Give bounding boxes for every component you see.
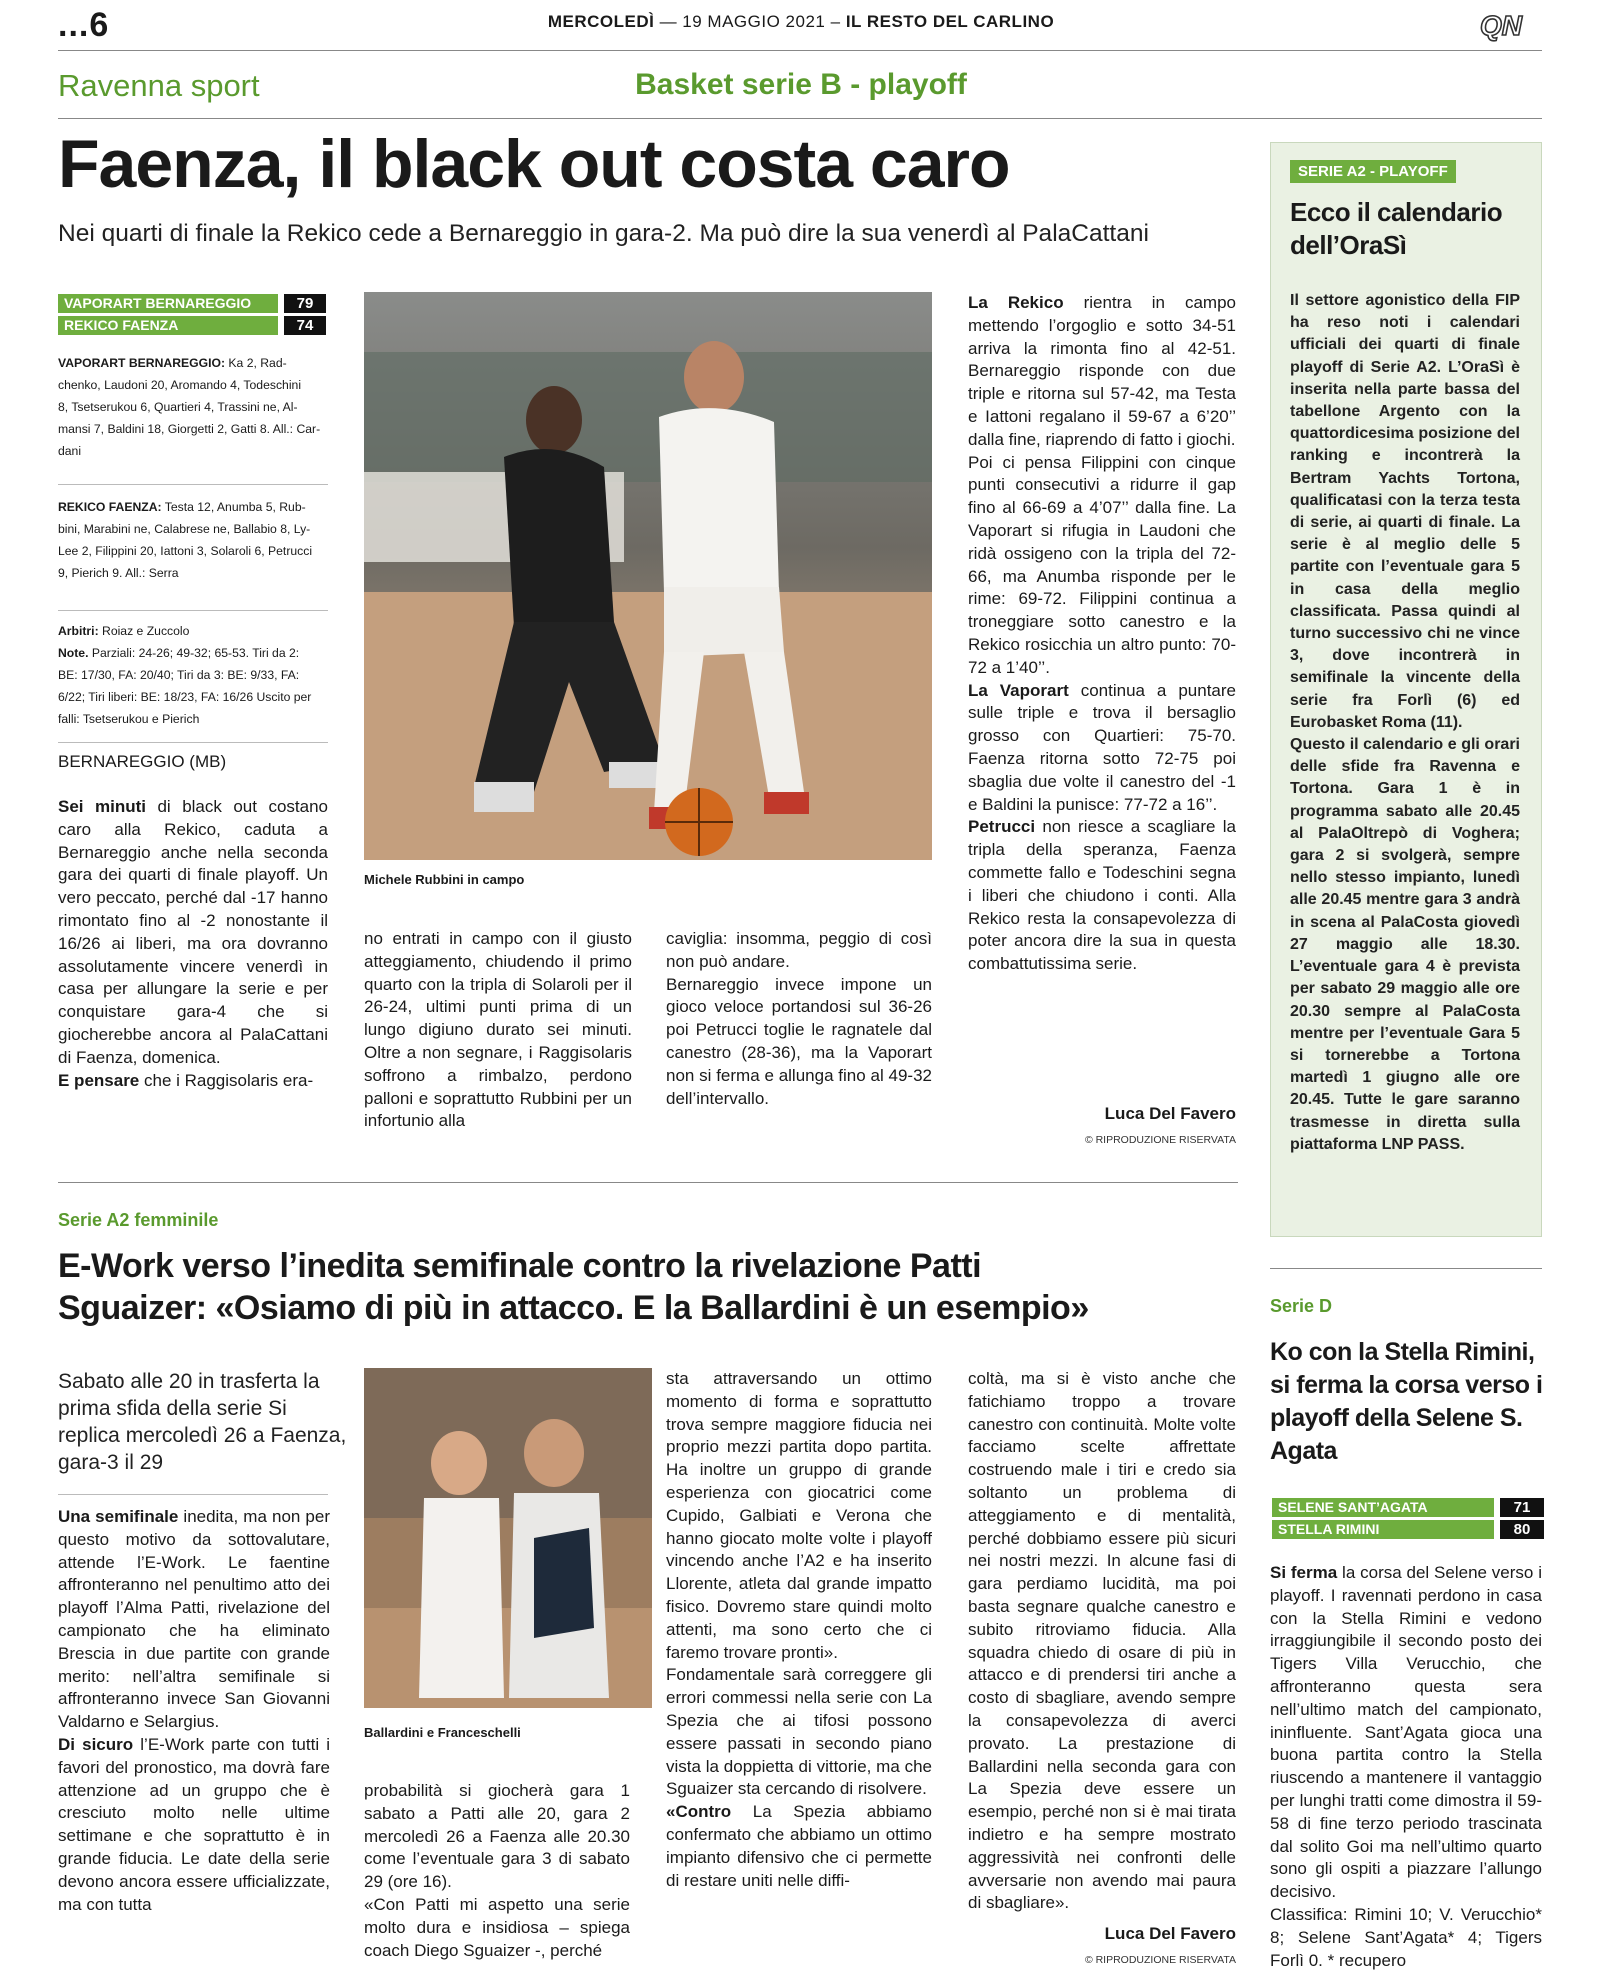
- main-col-1: Sei minuti di black out costano caro alla Rekico, caduta a Bernareggio anche nella seconda gara dei quarti di finale playoff. Un vero peccato, perché dal -17 hanno rimontato fino al -2 nonostante il 16/26 ai liberi, ma ora dovranno assolutamente vincere venerdì in casa per allungare la serie e per conquistare gara-4 che si giocherebbe ancora al PalaCattani di Faenza, domenica. E pensare che i Raggisolaris era-: [58, 797, 329, 1090]
- dash: –: [830, 12, 841, 31]
- tabellino-notes: Arbitri: Roiaz e Zuccolo Note. Parziali: 24-26; 49-32; 65-53. Tiri da 2: BE: 17/30, FA: 20/40; Tiri da 3: BE: 9/33, FA: 6/22; Tiri liberi: BE: 18/23, FA: 16/26 Uscito per falli: Tsetserukou e Pierich: [58, 624, 312, 726]
- seried-kicker: Serie D: [1270, 1296, 1333, 1316]
- dash: —: [659, 12, 678, 31]
- qn-logo-text: QN: [1480, 10, 1522, 41]
- sidebar-headline: Ecco il calendario dell’OraSì: [1290, 197, 1503, 260]
- basketball-photo-icon: [364, 292, 932, 860]
- tab-divider: [58, 742, 328, 743]
- tab-divider: [58, 484, 328, 485]
- rights-note: © RIPRODUZIONE RISERVATA: [1084, 1134, 1236, 1146]
- rights-note: © RIPRODUZIONE RISERVATA: [1084, 1954, 1236, 1966]
- section-rule: [58, 118, 1542, 119]
- team-name: STELLA RIMINI: [1272, 1520, 1494, 1539]
- photo-caption: Ballardini e Franceschelli: [364, 1725, 521, 1740]
- team-score: 80: [1500, 1520, 1544, 1539]
- sidebar-tag: SERIE A2 - PLAYOFF: [1290, 160, 1456, 183]
- score-row: [58, 316, 326, 335]
- score-row: [1272, 1520, 1544, 1539]
- team-score: 71: [1500, 1498, 1544, 1517]
- main-headline: Faenza, il black out costa caro: [58, 126, 1010, 202]
- seried-body: Si ferma la corsa del Selene verso i playoff. I ravennati perdono in casa con la Stella Rimini e vedono irraggiungibile il secondo posto dei Tigers Villa Verucchio, che affronteranno questa sera nell’ultimo match del campionato, ininfluente. Sant’Agata gioca una buona partita contro la Stella riuscendo a mantenere il vantaggio per lunghi tratti come dimostra il 59-58 di fine terzo periodo trascinata dal solito Goi ma nell’ultimo quarto sono gli ospiti a piazzare l’allungo decisivo. Classifica: Rimini 10; V. Verucchio* 8; Selene Sant’Agata* 4; Tigers Forlì 0. * recupero: [1270, 1563, 1542, 1970]
- tabellino-home: VAPORART BERNAREGGIO: Ka 2, Rad- chenko, Laudoni 20, Aromando 4, Todeschini 8, Tsetserukou 6, Quartieri 4, Trassini ne, Al- mansi 7, Baldini 18, Giorgetti 2, Gatti 8. All.: Car- dani: [58, 356, 321, 458]
- women-col-4: coltà, ma si è visto anche che fatichiamo troppo a trovare canestro con continuità. Molte volte facciamo scelte affrettate costruendo male i tiri e credo sia soltanto un problema di atteggiamento e di mentalità, perché dobbiamo essere più sicuri nei nostri mezzi. In alcune fasi di gara perdiamo lucidità, ma poi basta segnare qualche canestro e subito ritroviamo fiducia. Alla squadra chiedo di osare di più in attacco e di prendersi tiri anche a costo di sbagliare, avendo sempre la consapevolezza di averci provato. La prestazione di Ballardini nella seconda gara con La Spezia deve essere un esempio, perché non si è mai tirata indietro e ha sempre mostrato aggressività nei confronti delle avversarie non avendo mai paura di sbagliare».: [968, 1369, 1236, 1913]
- women-col-2: probabilità si giocherà gara 1 sabato a Patti alle 20, gara 2 mercoledì 26 a Faenza alle 20.30 come l’eventuale gara 3 di sabato 29 (ore 16). «Con Patti mi aspetto una serie molto dura e insidiosa – spiega coach Diego Sguaizer -, perché: [364, 1781, 630, 1960]
- main-col-3: caviglia: insomma, peggio di così non può andare. Bernareggio invece impone un gioco veloce portandosi sul 36-26 poi Petrucci toglie le ragnatele dal canestro (28-36), ma la Vaporart non si ferma e allunga fino al 49-32 dell’intervallo.: [666, 929, 932, 1108]
- score-row: [1272, 1498, 1544, 1517]
- team-score: 79: [284, 294, 326, 313]
- byline: Luca Del Favero: [1104, 1924, 1236, 1943]
- women-kicker: Serie A2 femminile: [58, 1210, 219, 1230]
- women-headline: E-Work verso l’inedita semifinale contro la rivelazione Patti Sguaizer: «Osiamo di più in attacco. E la Ballardini è un esempio»: [58, 1247, 1089, 1327]
- weekday: MERCOLEDÌ: [547, 12, 655, 31]
- women-col-3: sta attraversando un ottimo momento di forma e soprattutto trova sempre maggiore fiducia nei proprio mezzi partita dopo partita. Ha inoltre un gruppo di grande esperienza con giocatrici come Cupido, Galbiati e Verona che hanno giocato molte volte i playoff vincendo anche l’A2 e ha inserito Llorente, atleta dal grande impatto fisico. Dovremo stare quindi molto attenti, ma sono certo che ci faremo trovare pronti». Fondamentale sarà correggere gli errori commessi nella serie con La Spezia che ai tifosi possono essere passati in secondo piano vista la doppietta di vittorie, ma che Sguaizer sta cercando di risolvere. «Contro La Spezia abbiamo confermato che abbiamo un ottimo impianto difensivo che ci permette di restare uniti nelle diffi-: [666, 1369, 932, 1890]
- qn-logo-icon: [1478, 8, 1542, 42]
- seried-rule: [1270, 1268, 1542, 1269]
- women-summary: Sabato alle 20 in trasferta la prima sfida della serie Si replica mercoledì 26 a Faenza, gara-3 il 29: [58, 1370, 347, 1474]
- date: 19 MAGGIO 2021: [682, 12, 826, 31]
- sidebar-body: Il settore agonistico della FIP ha reso noti i calendari ufficiali dei quarti di finale playoff di Serie A2. L’OraSì è inserita nella parte bassa del tabellone Argento con la quattordicesima posizione del ranking e incontrerà la Bertram Yachts Tortona, qualificatasi con la terza testa di serie, ai quarti di finale. La serie è al meglio delle 5 partite con l’eventuale gara 5 in casa della meglio classificata. Passa quindi al turno successivo chi ne vince 3, dove incontrerà in semifinale la vincente della serie fra Forlì (6) ed Eurobasket Roma (11). Questo il calendario e gli orari delle sfide fra Ravenna e Tortona. Gara 1 è in programma sabato alle 20.45 al PalaOltrepò di Voghera; gara 2 si svolgerà, sempre nello stesso impianto, lunedì alle 20.45 mentre gara 3 andrà in scena al PalaCosta giovedì 27 maggio alle 18.30. L’eventuale gara 4 è prevista per sabato 29 maggio alle ore 20.30 sempre al PalaCosta mentre per l’eventuale Gara 5 si tornerebbe a Tortona martedì 1 giugno alle ore 20.45. Tutte le gare saranno trasmesse in diretta sulla piattaforma LNP PASS.: [1290, 292, 1520, 1153]
- score-row: [58, 294, 326, 313]
- main-subhead: Nei quarti di finale la Rekico cede a Bernareggio in gara-2. Ma può dire la sua venerdì al PalaCattani: [58, 220, 1149, 247]
- dateline-location: BERNAREGGIO (MB): [58, 752, 227, 771]
- players-photo-icon: [364, 1368, 652, 1708]
- main-col-2: no entrati in campo con il giusto atteggiamento, chiudendo il primo quarto con la tripla di Solaroli per il 26-24, ultimi punti prima di un lungo digiuno durato sei minuti. Oltre a non segnare, i Raggisolaris soffrono a rimbalzo, perdono palloni e soprattutto Rubbini per un infortunio alla: [364, 929, 632, 1131]
- tabellino-away: REKICO FAENZA: Testa 12, Anumba 5, Rub- bini, Marabini ne, Calabrese ne, Ballabio 8, Ly- Lee 2, Filippini 20, Iattoni 3, Solaroli 6, Petrucci 9, Pierich 9. All.: Serra: [58, 500, 313, 580]
- women-col-1: Una semifinale inedita, ma non per questo motivo da sottovalutare, attende l’E-Work. Le faentine affronteranno nel penultimo atto dei playoff l’Alma Patti, rivelazione del campionato che ha eliminato Brescia in due partite con grande merito: nell’altra semifinale si affronteranno invece San Giovanni Valdarno e Selargius. Di sicuro l’E-Work parte con tutti i favori del pronostico, ma dovrà fare attenzione ad un gruppo che è cresciuto molto nelle ultime settimane e che soprattutto è in grande fiducia. Le date della serie devono ancora essere ufficializzate, ma con tutta: [58, 1507, 330, 1914]
- section-label: Ravenna sport: [58, 68, 260, 103]
- paper-name: IL RESTO DEL CARLINO: [845, 12, 1055, 31]
- page-number: ...6: [58, 6, 110, 44]
- summary-rule: [58, 1494, 328, 1495]
- photo-caption: Michele Rubbini in campo: [364, 872, 525, 887]
- tab-divider: [58, 610, 328, 611]
- team-name: SELENE SANT’AGATA: [1272, 1498, 1494, 1517]
- article-rule: [58, 1182, 1238, 1183]
- page-kicker: Basket serie B - playoff: [635, 68, 967, 101]
- seried-headline: Ko con la Stella Rimini, si ferma la corsa verso i playoff della Selene S. Agata: [1270, 1338, 1543, 1465]
- dateline: [0, 12, 1602, 32]
- photo-rubbini: [364, 292, 932, 860]
- main-col-4: La Rekico rientra in campo mettendo l’orgoglio e sotto 34-51 arriva la rimonta fino al 42-51. Bernareggio risponde con due triple e ritorna sul 57-42, ma Testa e Iattoni regalano il 59-67 a 6’20’’ dalla fine, riaprendo di fatto i giochi. Poi ci pensa Filippini con cinque punti consecutivi a ridurre il gap fino al 66-69 a 4’07’’ dalla fine. La Vaporart si rifugia in Laudoni che ridà ossigeno con la tripla del 72-66, ma Anumba risponde per le rime: 69-72. Filippini continua a troneggiare sotto canestro e la Rekico rosicchia un altro punto: 70-72 a 1’40’’. La Vaporart continua a puntare sulle triple e trova il bersaglio grosso con Quartieri: 75-70. Faenza ritorna sotto 72-75 poi sbaglia due volte il canestro del -1 e Baldini la punisce: 77-72 a 16’’. Petrucci non riesce a scagliare la tripla della speranza, Faenza commette fallo e Todeschini segna i liberi che chiudono i conti. Alla Rekico resta la consapevolezza di poter ancora dire la sua in questa combattutissima serie.: [968, 293, 1236, 974]
- team-score: 74: [284, 316, 326, 335]
- byline: Luca Del Favero: [1104, 1104, 1236, 1123]
- header-rule: [58, 50, 1542, 51]
- team-name: REKICO FAENZA: [58, 316, 278, 335]
- team-name: VAPORART BERNAREGGIO: [58, 294, 278, 313]
- photo-ballardini: [364, 1368, 652, 1708]
